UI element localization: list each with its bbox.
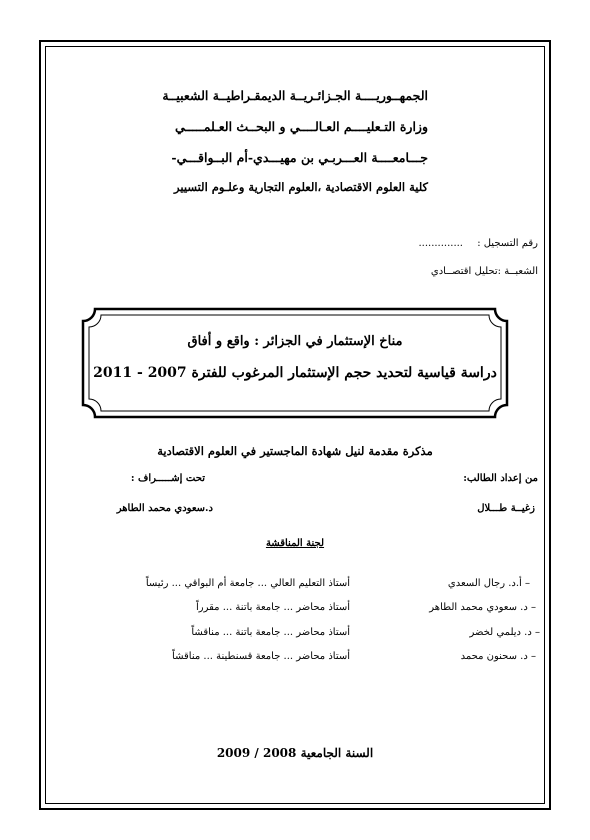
scalloped-frame — [81, 307, 509, 419]
student-name: زغيــة طـــلال — [477, 503, 535, 514]
degree-statement: مذكرة مقدمة لنيل شهادة الماجستير في العلوم الاقتصادية — [157, 444, 433, 458]
member-role: أستاذ محاضر ... جامعة قسنطينة ... مناقشاً — [172, 651, 350, 662]
republic-name: الجمهــوريــــة الجـزائـريــة الديمقـراطيــة الشعبيــة — [162, 88, 428, 103]
member-role: أستاذ محاضر ... جامعة باتنة ... مناقشاً — [191, 627, 350, 638]
university-name: جـــامعــــة العـــربـي بن مهيـــدي-أم البــواقـــي- — [171, 150, 428, 165]
registration-value: .............. — [418, 238, 463, 249]
thesis-title-box — [81, 307, 509, 419]
member-name: – أ.د. رجال السعدي — [447, 578, 530, 589]
academic-year: السنة الجامعية 2008 / 2009 — [216, 746, 374, 760]
committee-member-row — [60, 602, 536, 616]
ministry-name: وزارة التـعليــــم العـالــــي و البحــث العـلمـــــي — [175, 119, 428, 134]
member-role: أستاذ محاضر ... جامعة باتنة ... مقرراً — [196, 602, 350, 613]
committee-title: لجنة المناقشة — [265, 538, 325, 549]
member-name: – د. سحنون محمد — [460, 651, 536, 662]
student-label: من إعداد الطالب: — [463, 473, 538, 484]
faculty-name: كلية العلوم الاقتصادية ،العلوم التجارية وعلـوم التسيير — [174, 180, 428, 194]
thesis-title-line1: مناخ الإستثمار في الجزائر : واقع و أفاق — [187, 334, 403, 349]
member-name: – د. سعودي محمد الطاهر — [429, 602, 536, 613]
supervisor-name: د.سعودي محمد الطاهر — [116, 503, 213, 514]
committee-member-row — [60, 651, 536, 665]
registration-label: رقم التسجيل : — [477, 238, 538, 249]
supervisor-label: تحت إشـــــراف : — [130, 473, 205, 484]
branch-label: الشعبــة :تحليل اقتصــادي — [430, 266, 538, 277]
member-name: – د. ديلمي لخضر — [469, 627, 540, 638]
committee-member-row — [60, 627, 540, 641]
member-role: أستاذ التعليم العالي ... جامعة أم البواقي ... رئيساً — [145, 578, 350, 589]
committee-member-row — [60, 578, 530, 592]
thesis-title-line2: دراسة قياسية لتحديد حجم الإستثمار المرغوب للفترة 2007 - 2011 — [93, 365, 497, 381]
